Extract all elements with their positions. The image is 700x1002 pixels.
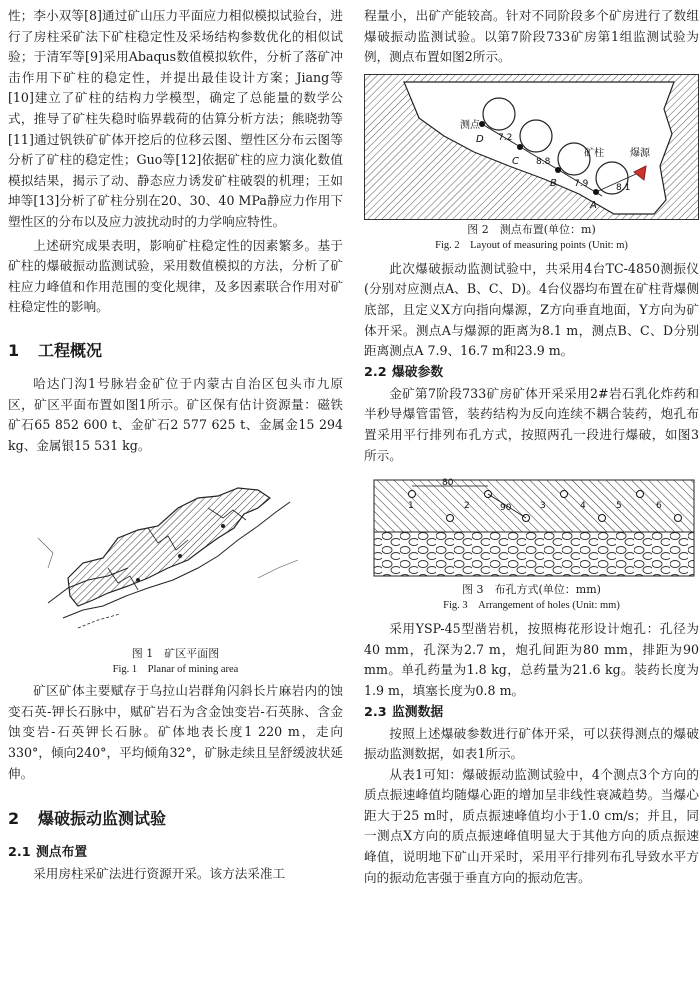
dimension-top-label: 80 <box>442 478 454 489</box>
point-D-label: D <box>476 133 484 145</box>
hole-number-label: 1 <box>408 501 414 512</box>
figure-1-mining-area-map <box>8 468 343 644</box>
measuring-point-C-marker <box>517 144 523 150</box>
ore-description-paragraph: 矿区矿体主要赋存于乌拉山岩群角闪斜长片麻岩内的蚀变石英-钾长石脉中，赋矿岩石为含金蚀变岩-石英脉、含金蚀变岩-石英钾长石脉。矿体地表长度1 220 m，走向330°，倾向240°，平均倾角32°，矿脉走续且呈舒缓波状延伸。 <box>8 683 343 781</box>
intro-paragraph-1: 性；李小双等[8]通过矿山压力平面应力相似模拟试验台，进行了房柱采矿法下矿柱稳定性及采场结构参数优化的相似试验；于清军等[9]采用Abaqus数值模拟软件，分析了落矿冲击作用下矿柱的稳定性，并提出最佳设计方案；Jiang等[10]建立了矿柱的结构力学模型，确定了总能量的数学公式，推导了矿柱失稳时临界载荷的估算分析方法；熊晓勃等[11]通过钒铁矿矿体开挖后的位移云图、塑性区分布云图等分析了矿柱的稳定性；Guo等[12]依据矿柱的应力演化数值模拟结果，揭示了动、静态应力诱发矿柱破裂的机理；王如坤等[13]分析了矿柱分别在20、30、40 MPa静应力作用下塑性区的分布以及应力波扰动时的力学响应特性。 <box>8 8 343 229</box>
hole-number-label: 5 <box>616 501 622 512</box>
figure-1-caption-cn: 图 1 矿区平面图 <box>131 647 220 661</box>
section-2-title: 爆破振动监测试验 <box>38 809 167 829</box>
hole-arrangement-drawing <box>364 476 699 580</box>
figure-1-caption-en: Fig. 1 Planar of mining area <box>112 664 239 676</box>
blast-source-label: 爆源 <box>630 147 650 159</box>
section-2-3-paragraph-1: 按照上述爆破参数进行矿体开采，可以获得测点的爆破振动监测数据，如表1所示。 <box>364 725 699 762</box>
pillar-label: 矿柱 <box>584 147 604 159</box>
hole-number-label: 3 <box>540 501 546 512</box>
pillar <box>520 120 552 152</box>
section-2-2-heading <box>364 364 699 382</box>
dimension-angle-label: 90 <box>500 503 512 514</box>
section-1-paragraph: 哈达门沟1号脉岩金矿位于内蒙古自治区包头市九原区，矿区平面布置如图1所示。矿区保有估计资源量：磁铁矿石65 852 600 t、金矿石2 577 625 t、金属金15 294 kg、金属银15 531 kg。 <box>8 375 343 453</box>
figure-2-measuring-points <box>364 74 699 220</box>
figure-3-caption-en: Fig. 3 Arrangement of holes (Unit: mm) <box>443 600 620 612</box>
section-1-heading <box>8 340 343 362</box>
right-column <box>364 0 699 888</box>
section-2-1-title: 测点布置 <box>36 845 88 861</box>
intro-paragraph-2: 上述研究成果表明，影响矿柱稳定性的因素繁多。基于矿柱的爆破振动监测试验，采用数值模拟的方法，分析了矿柱应力峰值和作用范围的变化规律，及多因素联合作用对矿柱稳定性的影响。 <box>8 237 343 315</box>
hole-number-label: 2 <box>464 501 470 512</box>
left-column <box>8 0 343 885</box>
section-2-1-number: 2.1 <box>8 845 31 861</box>
ore-zone-outline <box>68 488 270 606</box>
continuation-paragraph: 程量小，出矿产能较高。针对不同阶段多个矿房进行了数组爆破振动监测试验。以第7阶段733矿房第1组监测试验为例，测点布置如图2所示。 <box>364 8 699 65</box>
point-B-label: B <box>550 177 557 189</box>
measuring-point-label: 测点 <box>460 119 480 131</box>
measuring-point-B-marker <box>555 167 561 173</box>
figure-3-caption-cn: 图 3 布孔方式(单位：mm) <box>462 583 601 597</box>
section-2-3-paragraph-2: 从表1可知：爆破振动监测试验中，4个测点3个方向的质点振速峰值均随爆心距的增加呈非线性衰减趋势。当爆心距大于25 m时，质点振速峰值均小于1.0 cm/s；并且，同一测点X方向的质点振速峰值明显大于其他方向的质点振速峰值，说明地下矿山开采时，采用平行排列布孔导致水平方向的振动危害强于垂直方向的振动危害。 <box>364 766 699 885</box>
measuring-points-drawing <box>364 74 699 220</box>
section-2-number: 2 <box>8 809 20 829</box>
point-A-label: A <box>590 199 597 211</box>
section-2-2-title: 爆破参数 <box>392 364 444 380</box>
section-2-1-heading <box>8 844 343 862</box>
section-2-2-paragraph: 金矿第7阶段733矿房矿体开采采用2#岩石乳化炸药和半秒导爆管雷管，装药结构为反向连续不耦合装药，炮孔布置采用平行排列布孔方式，按照两孔一段进行爆破，如图3所示。 <box>364 385 699 463</box>
figure-2-caption-en: Fig. 2 Layout of measuring points (Unit: m) <box>435 239 628 251</box>
section-2-1-paragraph: 采用房柱采矿法进行资源开采。该方法采准工 <box>33 866 286 882</box>
distance-C-B: 8.8 <box>536 156 551 167</box>
section-2-3-heading <box>364 704 699 722</box>
hole-number-label: 4 <box>580 501 586 512</box>
figure-3-hole-arrangement <box>364 476 699 580</box>
hole-number-label: 6 <box>656 501 662 512</box>
drilling-paragraph: 采用YSP-45型凿岩机，按照梅花形设计炮孔：孔径为40 mm，孔深为2.7 m，炮孔间距为80 mm，排距为90 mm。单孔药量为1.8 kg，总药量为21.6 kg。装药长度为1.9 m，填塞长度为0.8 m。 <box>364 621 699 698</box>
instrument-paragraph: 此次爆破振动监测试验中，共采用4台TC-4850测振仪(分别对应测点A、B、C、D)。4台仪器均布置在矿柱背爆侧底部，且定义X方向指向爆源，Z方向垂直地面，Y方向为矿体开采。测点A与爆源的距离为8.1 m，测点B、C、D分别距离测点A 7.9、16.7 m和23.9 m。 <box>364 260 699 359</box>
section-2-3-number: 2.3 <box>364 704 387 720</box>
section-1-title: 工程概况 <box>38 340 103 360</box>
figure-2-caption-cn: 图 2 测点布置(单位：m) <box>467 222 596 236</box>
section-2-3-title: 监测数据 <box>392 704 444 720</box>
distance-D-C: 7.2 <box>498 132 513 143</box>
section-1-number: 1 <box>8 340 20 360</box>
section-2-2-number: 2.2 <box>364 364 387 380</box>
mining-area-plan-drawing <box>8 468 343 644</box>
point-C-label: C <box>512 155 519 167</box>
distance-A-source: 8.1 <box>616 182 631 193</box>
distance-B-A: 7.9 <box>574 178 589 189</box>
pillar <box>483 98 515 130</box>
section-2-heading <box>8 808 343 830</box>
